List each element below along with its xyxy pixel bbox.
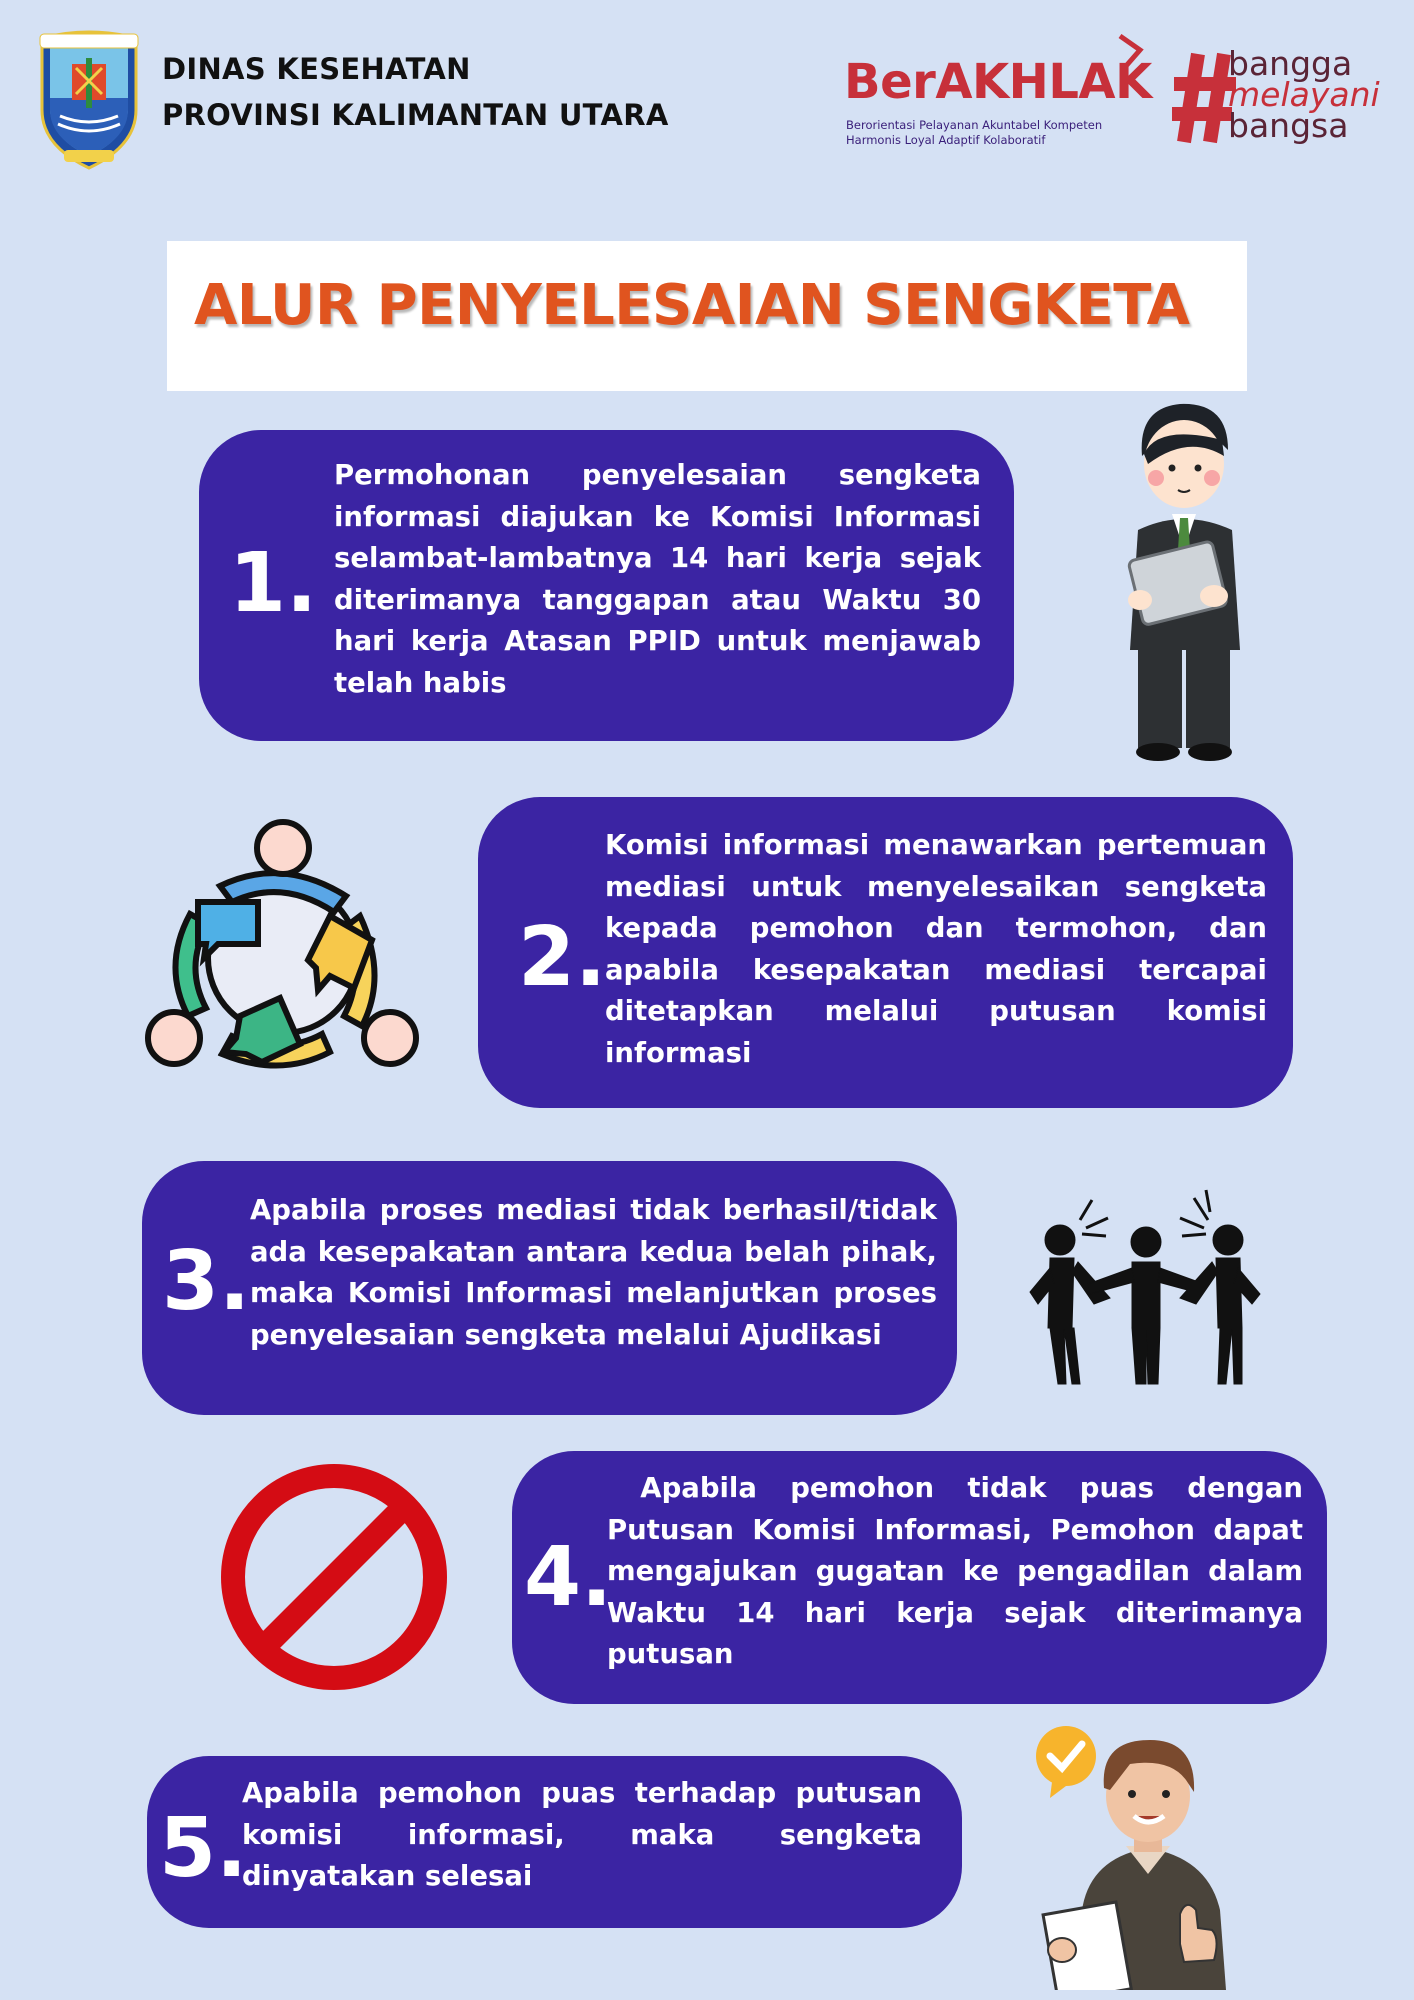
brand-logos: [844, 30, 1384, 150]
step-number: 1.: [229, 536, 318, 631]
berakhlak-logo: BerAKHLAK: [844, 54, 1152, 110]
step-text: Apabila pemohon tidak puas dengan Putusan Komisi Informasi, Pemohon dapat mengajukan gugatan ke pengadilan dalam Waktu 14 hari kerja sejak diterimanya putusan: [607, 1472, 1313, 1670]
step-card-2: [478, 797, 1293, 1108]
step-text: Komisi informasi menawarkan pertemuan mediasi untuk menyelesaikan sengketa kepada pemohon dan termohon, dan apabila kesepakatan mediasi tercapai ditetapkan melalui putusan komisi informasi: [605, 829, 1267, 1069]
step-text: Apabila proses mediasi tidak berhasil/tidak ada kesepakatan antara kedua belah pihak, maka Komisi Informasi melanjutkan proses penyelesaian sengketa melalui Ajudikasi: [250, 1194, 937, 1351]
province-emblem-logo: [36, 28, 142, 170]
arguing-people-icon: [1020, 1188, 1268, 1388]
prohibition-sign-icon: [219, 1462, 449, 1692]
org-name-line1: DINAS KESEHATAN: [162, 52, 471, 86]
step-card-4: [512, 1451, 1327, 1704]
step-number: 4.: [524, 1530, 613, 1625]
chevron-mark-icon: [1116, 34, 1144, 68]
bangga-melayani-bangsa-logo: bangga melayani bangsa: [1228, 44, 1380, 145]
satisfied-man-illustration: [1030, 1718, 1250, 1990]
step-number: 5.: [159, 1801, 248, 1896]
businessman-tablet-illustration: [1118, 400, 1268, 765]
title-banner: [167, 241, 1247, 391]
step-number: 2.: [518, 910, 607, 1005]
discussion-circle-icon: [140, 816, 430, 1091]
page-title: ALUR PENYELESAIAN SENGKETA: [194, 273, 1190, 338]
berakhlak-subtitle-1: Berorientasi Pelayanan Akuntabel Kompeten: [846, 118, 1103, 132]
step-card-3: [142, 1161, 957, 1415]
org-name-line2: PROVINSI KALIMANTAN UTARA: [162, 98, 669, 132]
step-number: 3.: [162, 1234, 251, 1329]
step-card-1: [199, 430, 1014, 741]
step-text: Apabila pemohon puas terhadap putusan komisi informasi, maka sengketa dinyatakan selesai: [242, 1777, 922, 1892]
step-text: Permohonan penyelesaian sengketa informasi diajukan ke Komisi Informasi selambat-lambatnya 14 hari kerja sejak diterimanya tanggapan atau Waktu 30 hari kerja Atasan PPID untuk menjawab telah habis: [334, 459, 981, 699]
berakhlak-subtitle-2: Harmonis Loyal Adaptif Kolaboratif: [846, 133, 1046, 147]
step-card-5: [147, 1756, 962, 1928]
